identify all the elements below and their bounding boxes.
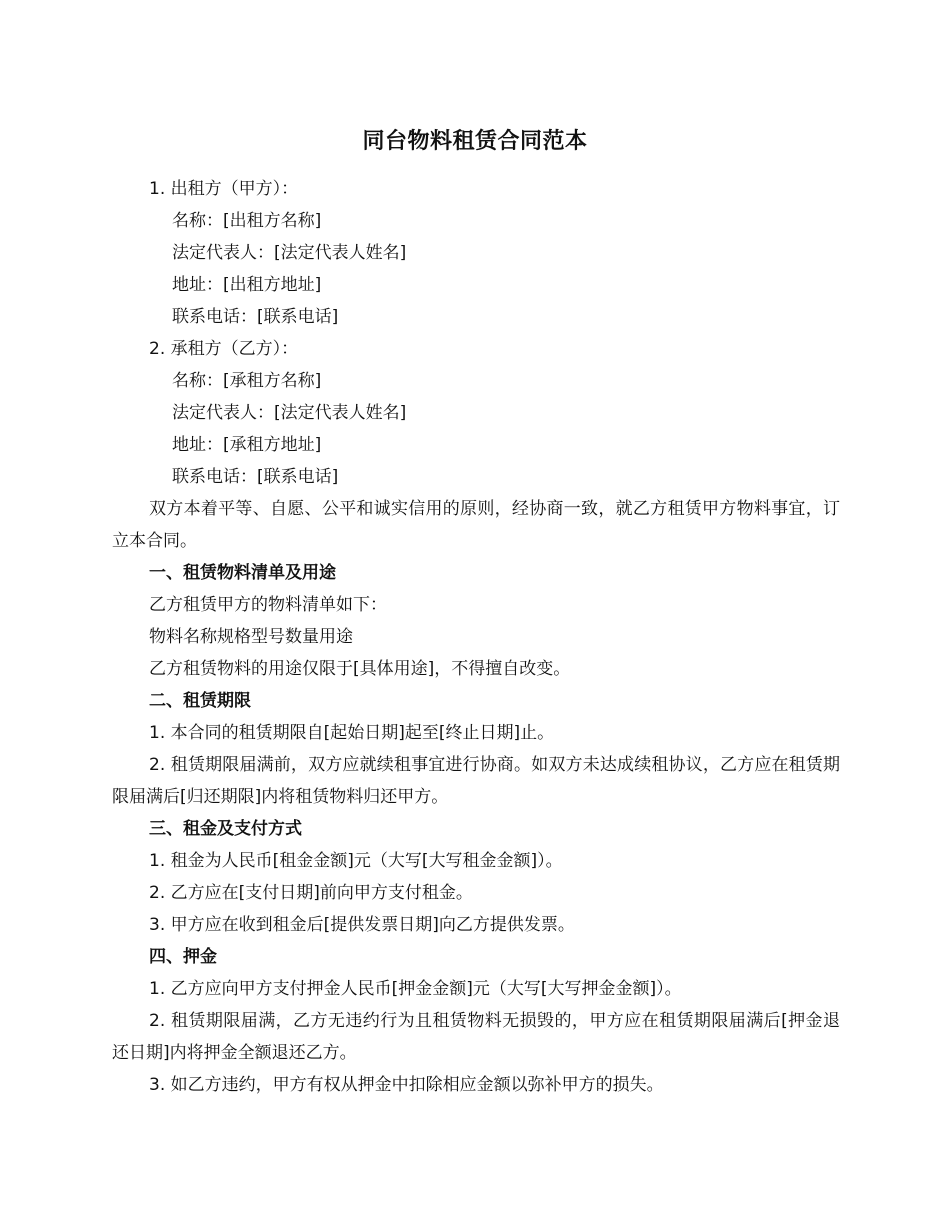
lessee-address: 地址：[承租方地址] bbox=[172, 435, 322, 455]
lessor-heading: 1. 出租方（甲方）： bbox=[149, 179, 299, 199]
lessor-address: 地址：[出租方地址] bbox=[172, 275, 322, 295]
section-2-heading: 二、租赁期限 bbox=[149, 691, 251, 711]
section-4-heading: 四、押金 bbox=[149, 947, 217, 967]
section-3-heading: 三、租金及支付方式 bbox=[149, 819, 302, 839]
section-4-paragraph: 2. 租赁期限届满，乙方无违约行为且租赁物料无损毁的，甲方应在租赁期限届满后[押金退还日期]内将押金全额退还乙方。 bbox=[112, 1011, 840, 1063]
section-1-paragraph: 物料名称规格型号数量用途 bbox=[149, 627, 353, 647]
section-1-paragraph: 乙方租赁甲方的物料清单如下： bbox=[149, 595, 387, 615]
section-3-paragraph: 1. 租金为人民币[租金金额]元（大写[大写租金金额]）。 bbox=[149, 851, 563, 871]
section-3-paragraph: 3. 甲方应在收到租金后[提供发票日期]向乙方提供发票。 bbox=[149, 915, 575, 935]
section-4-paragraph: 1. 乙方应向甲方支付押金人民币[押金金额]元（大写[大写押金金额]）。 bbox=[149, 979, 682, 999]
section-2-paragraph: 1. 本合同的租赁期限自[起始日期]起至[终止日期]止。 bbox=[149, 723, 555, 743]
section-3-paragraph: 2. 乙方应在[支付日期]前向甲方支付租金。 bbox=[149, 883, 473, 903]
section-1-paragraph: 乙方租赁物料的用途仅限于[具体用途]，不得擅自改变。 bbox=[149, 659, 571, 679]
lessee-name: 名称：[承租方名称] bbox=[172, 371, 322, 391]
lessor-name: 名称：[出租方名称] bbox=[172, 211, 322, 231]
section-2-paragraph: 2. 租赁期限届满前，双方应就续租事宜进行协商。如双方未达成续租协议，乙方应在租赁期限届满后[归还期限]内将租赁物料归还甲方。 bbox=[112, 755, 840, 807]
lessor-representative: 法定代表人：[法定代表人姓名] bbox=[172, 243, 407, 263]
document-body bbox=[112, 173, 840, 1101]
lessee-phone: 联系电话：[联系电话] bbox=[172, 467, 339, 487]
section-1-heading: 一、租赁物料清单及用途 bbox=[149, 563, 336, 583]
lessor-phone: 联系电话：[联系电话] bbox=[172, 307, 339, 327]
preamble-paragraph: 双方本着平等、自愿、公平和诚实信用的原则，经协商一致，就乙方租赁甲方物料事宜，订立本合同。 bbox=[112, 499, 840, 551]
lessee-representative: 法定代表人：[法定代表人姓名] bbox=[172, 403, 407, 423]
lessee-heading: 2. 承租方（乙方）： bbox=[149, 339, 299, 359]
section-4-paragraph: 3. 如乙方违约，甲方有权从押金中扣除相应金额以弥补甲方的损失。 bbox=[149, 1075, 664, 1095]
document-title: 同台物料租赁合同范本 bbox=[362, 129, 588, 154]
